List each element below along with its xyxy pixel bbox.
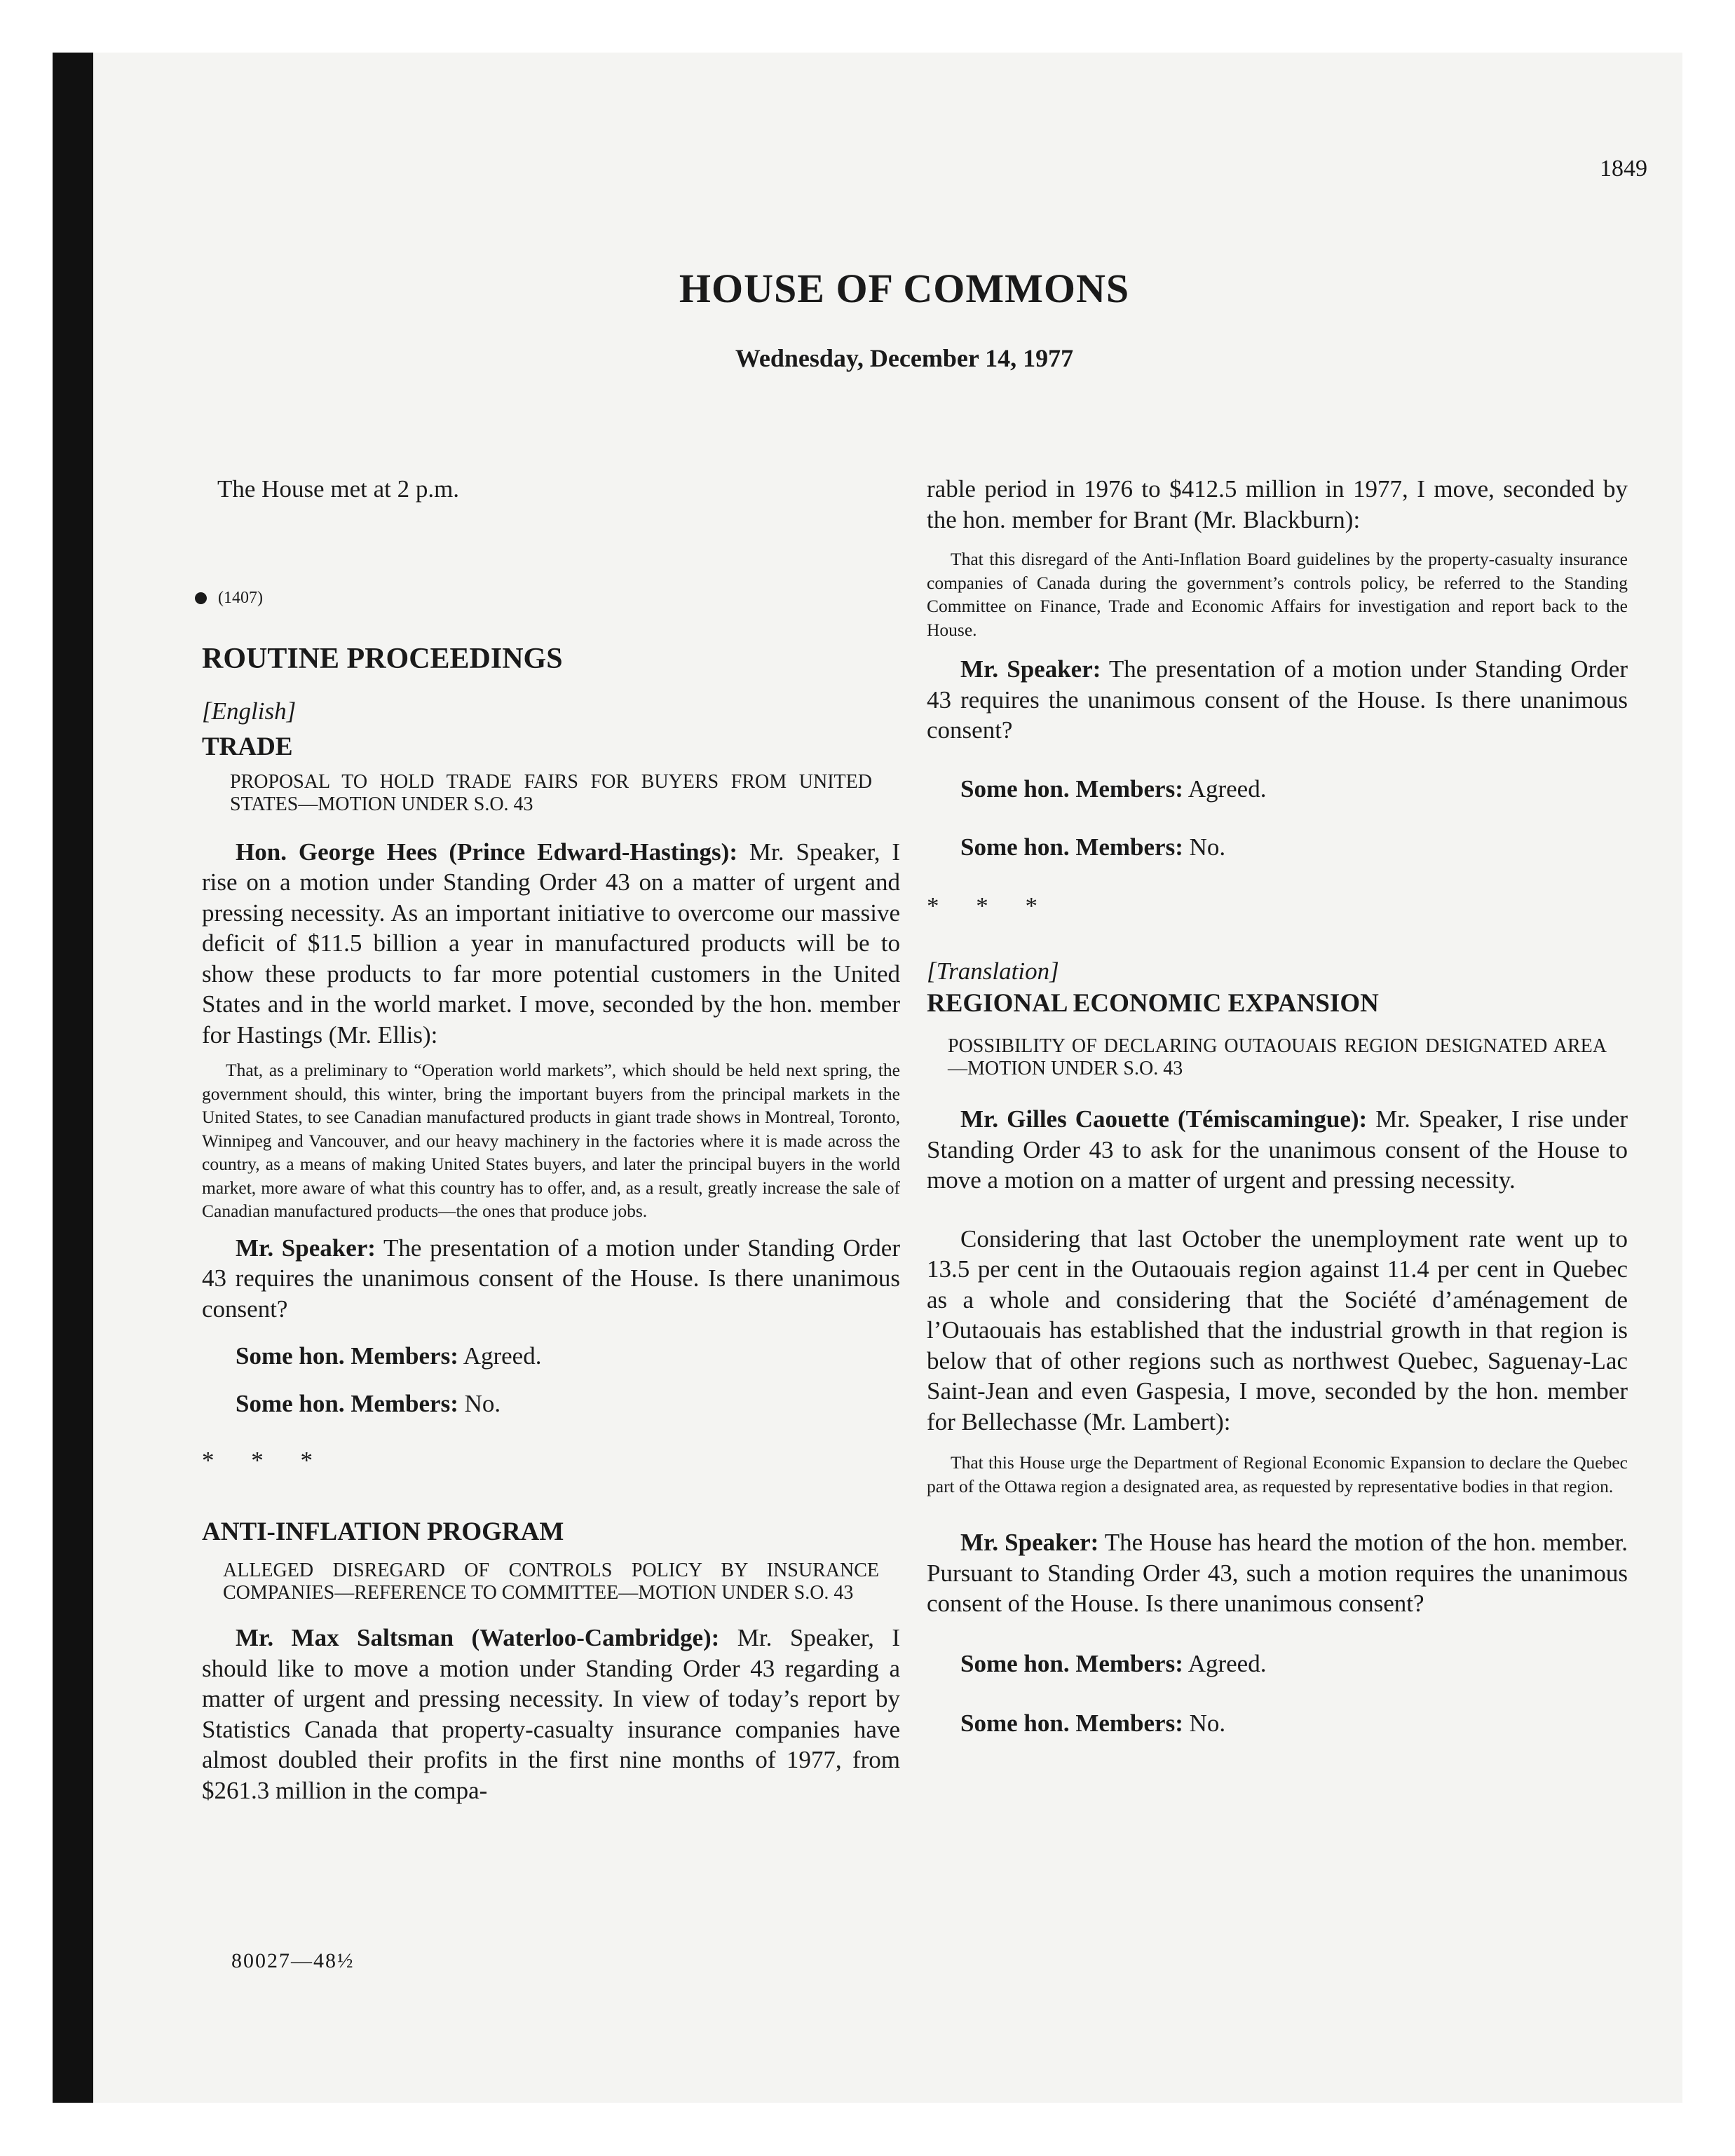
speech-text: Mr. Speaker, I rise on a motion under Standing Order 43 on a matter of urgent and pressing necessity. As an important initiative to overcome our massive deficit of $11.5 billion a year in manufactured products will be to show these products to far more potential customers in the United States and in the world market. I move, seconded by the hon. member for Hastings (Mr. Ellis): [202, 838, 901, 1049]
footer-print-code: 80027—48½ [231, 1949, 355, 1972]
opening-line: The House met at 2 p.m. [217, 475, 460, 503]
saltsman-continuation: rable period in 1976 to $412.5 million in 1977, I move, seconded by the hon. member for Brant (Mr. Blackburn): [927, 475, 1628, 533]
hees-speech [202, 837, 900, 1051]
anti-inflation-title: ANTI-INFLATION PROGRAM [202, 1517, 564, 1546]
speaker-name: Some hon. Members: [236, 1389, 458, 1417]
members-response-no [927, 1708, 1628, 1739]
section-title-routine-proceedings: ROUTINE PROCEEDINGS [202, 643, 563, 675]
trade-title: TRADE [202, 732, 293, 761]
caouette-considering: Considering that last October the unemployment rate went up to 13.5 per cent in the Outaouais region against 11.4 per cent in Quebec as a whole and considering that the Société d’aménagement de l’Outaouais has established that the industrial growth in that region is below that of other regions such as northwest Quebec, Saguenay-Lac Saint-Jean and even Gaspesia, I move, seconded by the hon. member for Bellechasse (Mr. Lambert): [927, 1224, 1628, 1435]
speaker-name: Mr. Speaker: [960, 1529, 1099, 1556]
speaker-name-caouette: Mr. Gilles Caouette (Témiscamingue): [960, 1105, 1368, 1133]
speaker-name: Some hon. Members: [960, 833, 1183, 861]
speaker-name: Some hon. Members: [960, 775, 1183, 803]
speech-text: Agreed. [1183, 775, 1267, 803]
page-number: 1849 [1600, 156, 1647, 182]
anti-inflation-motion-text: That this disregard of the Anti-Inflation Board guidelines by the property-casualty insurance companies of Canada during the government’s controls policy, be referred to the Standing Committee on Finance, Trade and Economic Affairs for investigation and report back to the House. [927, 549, 1628, 640]
anti-inflation-item-heading: ALLEGED DISREGARD OF CONTROLS POLICY BY INSURANCE COMPANIES—REFERENCE TO COMMITTEE—MOTION UNDER S.O. 43 [223, 1560, 879, 1604]
saltsman-speech [202, 1623, 900, 1806]
members-response-agreed [927, 774, 1628, 805]
speech-text: Mr. Speaker, I should like to move a motion under Standing Order 43 regarding a matter of urgent and pressing necessity. In view of today’s report by Statistics Canada that property-casualty insurance companies have almost doubled their profits in the first nine months of 1977, from $261.3 million in the compa- [202, 1624, 900, 1804]
trade-motion-text: That, as a preliminary to “Operation world markets”, which should be held next spring, the government should, this winter, bring the important buyers from the principal markets in the United States, to see Canadian manufactured products in giant trade shows in Montreal, Toronto, Winnipeg and Vancouver, and our heavy machinery in the factories where it is made across the country, as a means of making United States buyers, and later the principal buyers in the world market, more aware of what this country has to offer, and, as a result, greatly increase the sale of Canadian manufactured products—the ones that produce jobs. [202, 1060, 900, 1221]
trade-item-heading: PROPOSAL TO HOLD TRADE FAIRS FOR BUYERS FROM UNITED STATES—MOTION UNDER S.O. 43 [230, 770, 872, 815]
timestamp-marker [195, 583, 900, 614]
language-tag-translation: [Translation] [927, 957, 1059, 985]
section-separator: * * * [202, 1447, 328, 1474]
timestamp-text: (1407) [218, 588, 263, 607]
speech-text: Mr. Speaker, I rise under Standing Order 43 to ask for the unanimous consent of the House to move a motion on a matter of urgent and pressing necessity. [927, 1105, 1628, 1194]
members-response-no [927, 832, 1628, 863]
right-column [927, 474, 1628, 1739]
regional-motion-text: That this House urge the Department of Regional Economic Expansion to declare the Quebec part of the Ottawa region a designated area, as requested by representative bodies in that region. [927, 1452, 1628, 1496]
speaker-reply-2 [927, 654, 1628, 746]
regional-item-heading: POSSIBILITY OF DECLARING OUTAOUAIS REGION DESIGNATED AREA—MOTION UNDER S.O. 43 [948, 1035, 1607, 1079]
left-column [202, 474, 900, 1806]
speech-text: Agreed. [1183, 1649, 1267, 1677]
language-tag-english: [English] [202, 697, 297, 725]
members-response-agreed [202, 1341, 900, 1372]
members-response-agreed [927, 1649, 1628, 1679]
speaker-reply-3 [927, 1527, 1628, 1619]
speech-text: The presentation of a motion under Standing Order 43 requires the unanimous consent of the House. Is there unanimous consent? [202, 1234, 900, 1323]
bullet-dot-icon [195, 592, 207, 604]
speaker-name: Some hon. Members: [960, 1649, 1183, 1677]
speech-text: No. [1183, 833, 1226, 861]
members-response-no [202, 1389, 900, 1419]
sitting-date: Wednesday, December 14, 1977 [735, 344, 1074, 372]
page-title: HOUSE OF COMMONS [679, 266, 1130, 311]
speech-text: Agreed. [458, 1342, 542, 1370]
speaker-name: Some hon. Members: [236, 1342, 458, 1370]
speaker-name: Mr. Speaker: [236, 1234, 376, 1262]
speaker-name-hees: Hon. George Hees (Prince Edward-Hastings): [236, 838, 737, 866]
regional-title: REGIONAL ECONOMIC EXPANSION [927, 988, 1379, 1018]
speaker-name: Mr. Speaker: [960, 655, 1101, 683]
speech-text: No. [458, 1389, 501, 1417]
section-separator: * * * [927, 892, 1053, 920]
speech-text: The House has heard the motion of the hon. member. Pursuant to Standing Order 43, such a motion requires the unanimous consent of the House. Is there unanimous consent? [927, 1529, 1628, 1617]
caouette-speech [927, 1104, 1628, 1196]
speaker-name: Some hon. Members: [960, 1710, 1183, 1737]
speech-text: The presentation of a motion under Standing Order 43 requires the unanimous consent of the House. Is there unanimous consent? [927, 655, 1628, 744]
speaker-reply-1 [202, 1233, 900, 1325]
speech-text: No. [1183, 1710, 1226, 1737]
speaker-name-saltsman: Mr. Max Saltsman (Waterloo-Cambridge): [236, 1624, 720, 1651]
